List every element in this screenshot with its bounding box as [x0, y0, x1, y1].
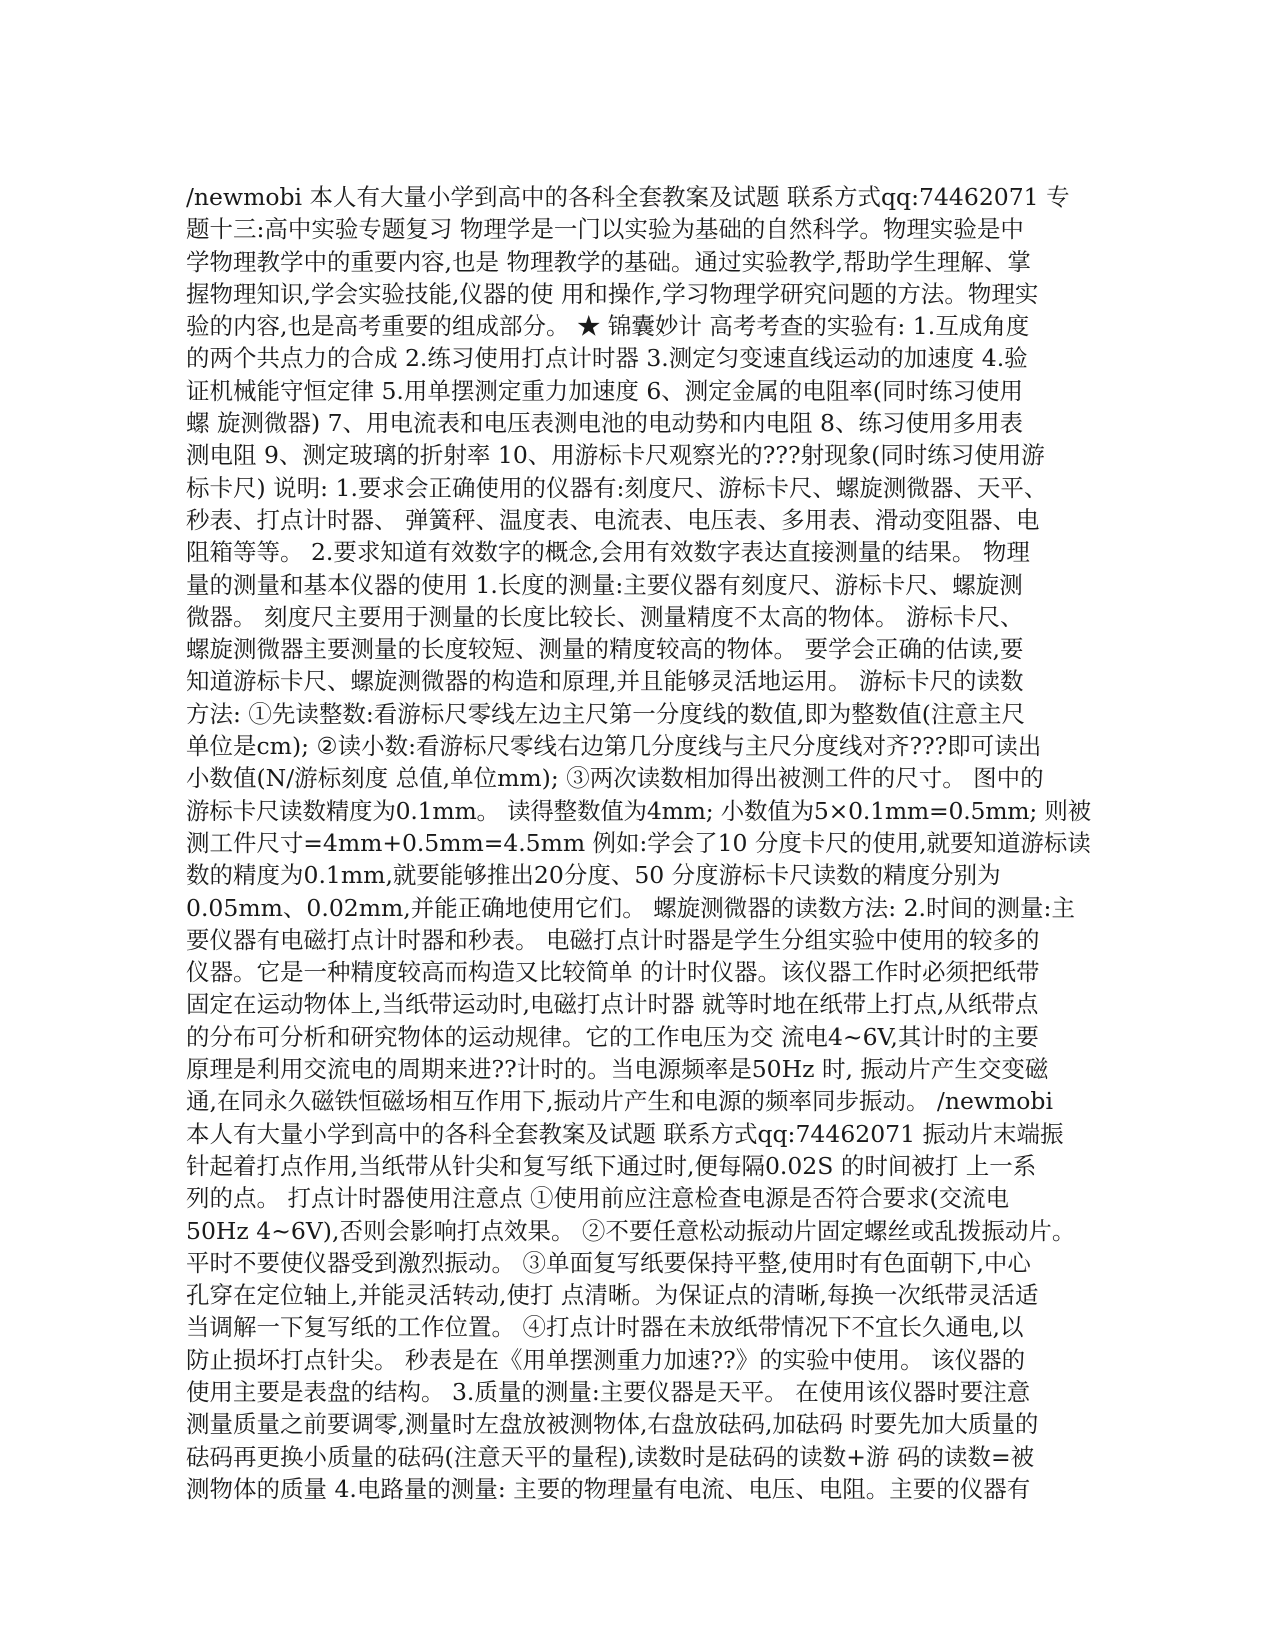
text-line: 列的点。 打点计时器使用注意点 ①使用前应注意检查电源是否符合要求(交流电 — [186, 1184, 1010, 1213]
text-line: 测工件尺寸=4mm+0.5mm=4.5mm 例如:学会了10 分度卡尺的使用,就要知道游标读 — [186, 828, 1091, 857]
text-line: 学物理教学中的重要内容,也是 物理教学的基础。通过实验教学,帮助学生理解、掌 — [186, 247, 1031, 276]
text-line: 50Hz 4~6V),否则会影响打点效果。 ②不要任意松动振动片固定螺丝或乱拨振动片。 — [186, 1216, 1076, 1245]
text-line: 通,在同永久磁铁恒磁场相互作用下,振动片产生和电源的频率同步振动。 /newmobi — [186, 1087, 1053, 1116]
text-line: 小数值(N/游标刻度 总值,单位mm); ③两次读数相加得出被测工件的尺寸。 图中的 — [186, 764, 1044, 793]
text-line: 防止损坏打点针尖。 秒表是在《用单摆测重力加速??》的实验中使用。 该仪器的 — [186, 1345, 1026, 1374]
text-line: 仪器。它是一种精度较高而构造又比较简单 的计时仪器。该仪器工作时必须把纸带 — [186, 958, 1040, 987]
text-line: 本人有大量小学到高中的各科全套教案及试题 联系方式qq:74462071 振动片末端振 — [186, 1119, 1064, 1148]
text-line: 微器。 刻度尺主要用于测量的长度比较长、测量精度不太高的物体。 游标卡尺、 — [186, 602, 1024, 631]
text-line: 使用主要是表盘的结构。 3.质量的测量:主要仪器是天平。 在使用该仪器时要注意 — [186, 1377, 1031, 1406]
text-line: 0.05mm、0.02mm,并能正确地使用它们。 螺旋测微器的读数方法: 2.时间的测量:主 — [186, 893, 1075, 922]
text-line: 量的测量和基本仪器的使用 1.长度的测量:主要仪器有刻度尺、游标卡尺、螺旋测 — [186, 570, 1023, 599]
text-line: 砝码再更换小质量的砝码(注意天平的量程),读数时是砝码的读数+游 码的读数=被 — [186, 1442, 1035, 1471]
text-line: 孔穿在定位轴上,并能灵活转动,使打 点清晰。为保证点的清晰,每换一次纸带灵活适 — [186, 1281, 1039, 1310]
text-line: 游标卡尺读数精度为0.1mm。 读得整数值为4mm; 小数值为5×0.1mm=0.5mm; 则被 — [186, 796, 1091, 825]
body-text — [186, 181, 1091, 1505]
text-line: 当调解一下复写纸的工作位置。 ④打点计时器在未放纸带情况下不宜长久通电,以 — [186, 1313, 1024, 1342]
text-line: 测电阻 9、测定玻璃的折射率 10、用游标卡尺观察光的???射现象(同时练习使用游 — [186, 441, 1045, 470]
text-line: 秒表、打点计时器、 弹簧秤、温度表、电流表、电压表、多用表、滑动变阻器、电 — [186, 505, 1040, 534]
text-line: 单位是cm); ②读小数:看游标尺零线右边第几分度线与主尺分度线对齐???即可读出 — [186, 732, 1042, 761]
text-line: 的两个共点力的合成 2.练习使用打点计时器 3.测定匀变速直线运动的加速度 4.验 — [186, 344, 1028, 373]
text-line: 标卡尺) 说明: 1.要求会正确使用的仪器有:刻度尺、游标卡尺、螺旋测微器、天平、 — [186, 473, 1048, 502]
text-line: /newmobi 本人有大量小学到高中的各科全套教案及试题 联系方式qq:74462071 专 — [186, 183, 1070, 211]
text-line: 方法: ①先读整数:看游标尺零线左边主尺第一分度线的数值,即为整数值(注意主尺 — [186, 699, 1025, 728]
text-line: 验的内容,也是高考重要的组成部分。 ★ 锦囊妙计 高考考查的实验有: 1.互成角度 — [186, 312, 1030, 341]
text-line: 题十三:高中实验专题复习 物理学是一门以实验为基础的自然科学。物理实验是中 — [186, 215, 1024, 244]
text-line: 阻箱等等。 2.要求知道有效数字的概念,会用有效数字表达直接测量的结果。 物理 — [186, 538, 1030, 567]
text-line: 的分布可分析和研究物体的运动规律。它的工作电压为交 流电4~6V,其计时的主要 — [186, 1022, 1039, 1051]
text-line: 针起着打点作用,当纸带从针尖和复写纸下通过时,便每隔0.02S 的时间被打 上一系 — [186, 1151, 1037, 1180]
text-line: 测量质量之前要调零,测量时左盘放被测物体,右盘放砝码,加砝码 时要先加大质量的 — [186, 1410, 1039, 1439]
text-line: 螺旋测微器主要测量的长度较短、测量的精度较高的物体。 要学会正确的估读,要 — [186, 635, 1024, 664]
text-line: 平时不要使仪器受到激烈振动。 ③单面复写纸要保持平整,使用时有色面朝下,中心 — [186, 1248, 1031, 1277]
text-line: 证机械能守恒定律 5.用单摆测定重力加速度 6、测定金属的电阻率(同时练习使用 — [186, 376, 1023, 405]
text-line: 要仪器有电磁打点计时器和秒表。 电磁打点计时器是学生分组实验中使用的较多的 — [186, 925, 1040, 954]
text-line: 数的精度为0.1mm,就要能够推出20分度、50 分度游标卡尺读数的精度分别为 — [186, 861, 1001, 890]
text-line: 知道游标卡尺、螺旋测微器的构造和原理,并且能够灵活地运用。 游标卡尺的读数 — [186, 667, 1024, 696]
text-line: 固定在运动物体上,当纸带运动时,电磁打点计时器 就等时地在纸带上打点,从纸带点 — [186, 990, 1039, 1019]
text-line: 握物理知识,学会实验技能,仪器的使 用和操作,学习物理学研究问题的方法。物理实 — [186, 279, 1039, 308]
text-line: 测物体的质量 4.电路量的测量: 主要的物理量有电流、电压、电阻。主要的仪器有 — [186, 1474, 1031, 1503]
text-line: 螺 旋测微器) 7、用电流表和电压表测电池的电动势和内电阻 8、练习使用多用表 — [186, 409, 1023, 438]
text-line: 原理是利用交流电的周期来进??计时的。当电源频率是50Hz 时, 振动片产生交变磁 — [186, 1055, 1049, 1084]
